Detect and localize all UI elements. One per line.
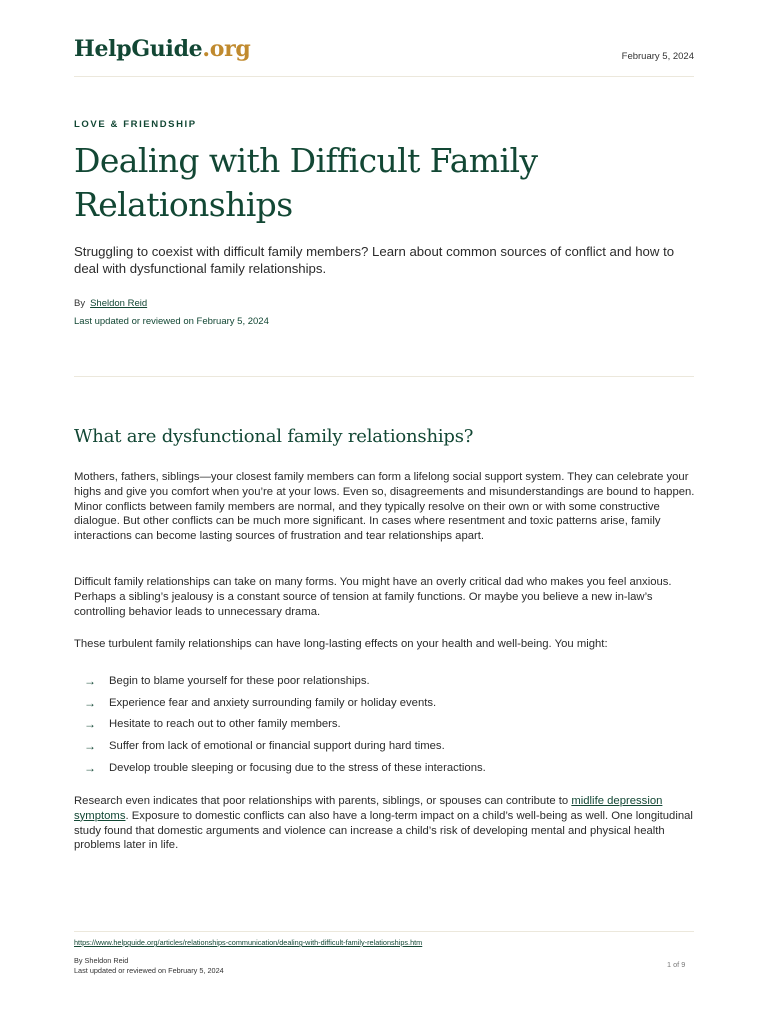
article-title: Dealing with Difficult Family Relationships: [74, 141, 538, 224]
arrow-right-icon: →: [84, 695, 96, 710]
divider: [74, 376, 694, 377]
logo-main: HelpGuide: [74, 36, 203, 62]
list-item: [84, 757, 684, 779]
arrow-right-icon: →: [84, 739, 96, 754]
section-heading: What are dysfunctional family relationships?: [74, 426, 474, 447]
footer-divider: [74, 931, 694, 932]
paragraph-4: [74, 794, 699, 853]
paragraph-4-text-b: . Exposure to domestic conflicts can also have a long-term impact on a child’s well-being as well. One longitudinal study found that domestic arguments and violence can increase a child’s risk of developing mental and physical health problems later in life.: [74, 809, 693, 852]
list-item: [84, 670, 684, 692]
arrow-right-icon: →: [84, 673, 96, 688]
footer-byline: By Sheldon Reid: [74, 956, 129, 965]
source-url-link[interactable]: https://www.helpguide.org/articles/relationships-communication/dealing-with-difficult-family-relationships.htm: [74, 938, 423, 947]
arrow-right-icon: →: [84, 761, 96, 776]
page-header: [74, 36, 694, 77]
author-link[interactable]: Sheldon Reid: [90, 298, 148, 309]
list-item-text: Experience fear and anxiety surrounding family or holiday events.: [109, 696, 437, 709]
list-item-text: Hesitate to reach out to other family members.: [109, 718, 341, 731]
category-kicker[interactable]: LOVE & FRIENDSHIP: [74, 119, 197, 130]
list-item-text: Develop trouble sleeping or focusing due to the stress of these interactions.: [109, 762, 486, 775]
byline: [74, 298, 147, 309]
paragraph-3: These turbulent family relationships can have long-lasting effects on your health and well-being. You might:: [74, 638, 608, 650]
list-item: [84, 692, 684, 714]
effects-list: [84, 670, 684, 779]
list-item-text: Suffer from lack of emotional or financial support during hard times.: [109, 740, 445, 753]
footer-updated: Last updated or reviewed on February 5, 2024: [74, 966, 224, 975]
arrow-right-icon: →: [84, 717, 96, 732]
header-date: February 5, 2024: [621, 51, 694, 62]
list-item-text: Begin to blame yourself for these poor relationships.: [109, 674, 370, 687]
page-number: 1 of 9: [667, 960, 686, 969]
by-label: By: [74, 298, 86, 309]
paragraph-1: Mothers, fathers, siblings—your closest family members can form a lifelong social support system. They can celebrate your highs and give you comfort when you’re at your lows. Even so, disagreements and misunderstandings are bound to happen. Minor conflicts between family members are normal, and they typically resolve on their own or with some constructive dialogue. But other conflicts can be much more significant. In cases where resentment and toxic patterns arise, family interactions can become lasting sources of frustration and tear relationships apart.: [74, 471, 695, 543]
helpguide-logo[interactable]: [74, 36, 250, 62]
paragraph-2: Difficult family relationships can take on many forms. You might have an overly critical dad who makes you feel anxious. Perhaps a sibling’s jealousy is a constant source of tension at family functions. Or maybe you believe a new in-law’s controlling behavior leads to unnecessary drama.: [74, 576, 672, 618]
article-subtitle: Struggling to coexist with difficult family members? Learn about common sources of conflict and how to deal with dysfunctional family relationships.: [74, 244, 675, 276]
paragraph-4-text-a: Research even indicates that poor relationships with parents, siblings, or spouses can contribute to: [74, 795, 572, 807]
logo-tld: .org: [202, 36, 251, 62]
list-item: [84, 735, 684, 757]
midlife-depression-link[interactable]: midlife depression symptoms: [74, 795, 663, 822]
list-item: [84, 714, 684, 736]
last-updated: Last updated or reviewed on February 5, 2024: [74, 316, 269, 327]
